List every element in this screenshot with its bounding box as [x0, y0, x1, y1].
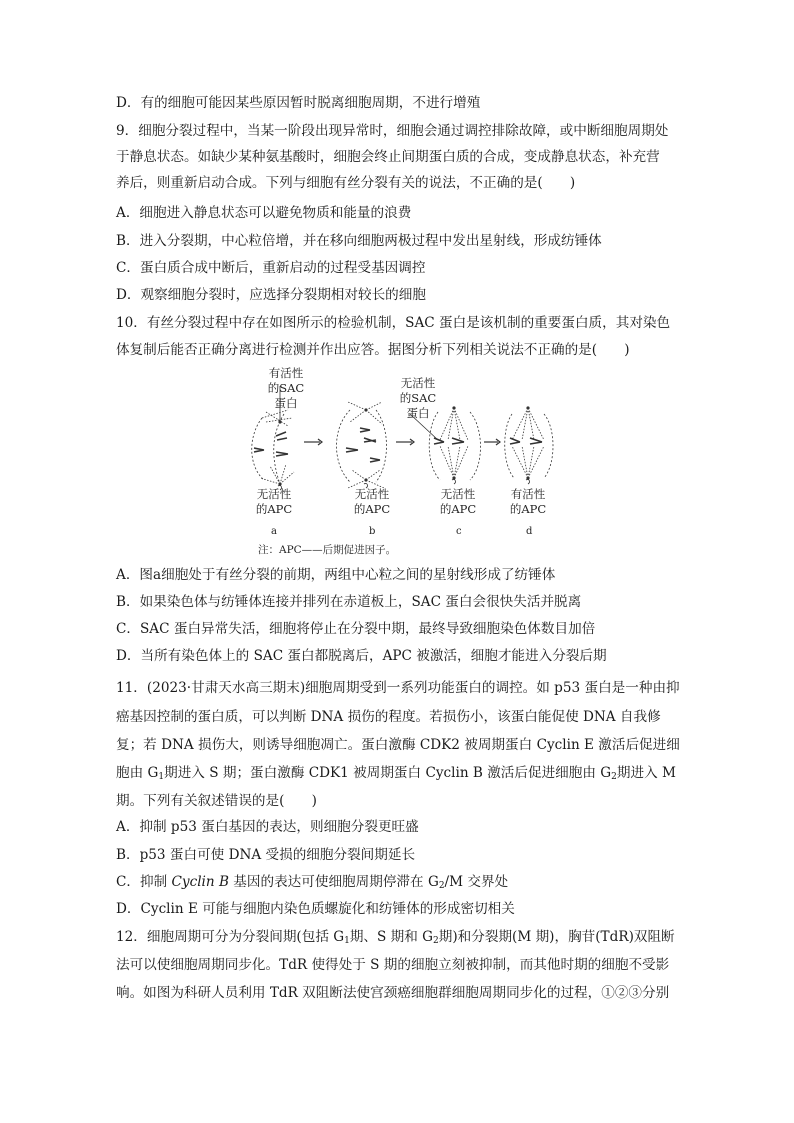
q12-stem-line1: 12．细胞周期可分为分裂间期(包括 $G_1$期、S 期和 $G_2$期)和分裂期(M 期)，胸苷(TdR)双阻断	[116, 929, 675, 946]
q11-stem-line4: 胞由 $G_1$期进入 S 期；蛋白激酶 CDK1 被周期蛋白 Cyclin B 激活后促进细胞由 $G_2$期进入 M	[116, 765, 676, 782]
q9-option-d: D．观察细胞分裂时，应选择分裂期相对较长的细胞	[116, 287, 426, 303]
figure-note: 注：APC——后期促进因子。	[258, 544, 397, 556]
arrow-b-to-c	[396, 439, 414, 445]
q11-stem-line1: 11．(2023·甘肃天水高三期末)细胞周期受到一系列功能蛋白的调控。如 p53 蛋白是一种由抑	[116, 680, 680, 696]
apc-label-b: 无活性 的APC	[353, 487, 391, 516]
q11-option-b: B．p53 蛋白可使 DNA 受损的细胞分裂间期延长	[116, 847, 416, 863]
q8-option-d: D．有的细胞可能因某些原因暂时脱离细胞周期，不进行增殖	[116, 95, 481, 111]
q9-option-a: A．细胞进入静息状态可以避免物质和能量的浪费	[116, 205, 412, 221]
arrow-c-to-d	[484, 439, 500, 445]
figure-letter-c: c	[456, 526, 462, 537]
q9-stem-line3: 养后，则重新启动合成。下列与细胞有丝分裂有关的说法，不正确的是( )	[116, 175, 576, 191]
q9-option-b: B．进入分裂期，中心粒倍增，并在移向细胞两极过程中发出星射线，形成纺锤体	[116, 233, 602, 249]
apc-label-d: 有活性 的APC	[509, 487, 547, 516]
apc-label-a: 无活性 的APC	[255, 487, 293, 516]
cell-b-illustration	[337, 402, 387, 488]
q10-option-c: C．SAC 蛋白异常失活，细胞将停止在分裂中期，最终导致细胞染色体数目加倍	[116, 621, 596, 637]
q11-option-c: C．抑制 Cyclin B 基因的表达可使细胞周期停滞在 $G_2/M$ 交界处	[116, 874, 509, 891]
q10-option-d: D．当所有染色体上的 SAC 蛋白都脱离后，APC 被激活，细胞才能进入分裂后期	[116, 648, 607, 664]
q9-stem-line2: 于静息状态。如缺少某种氨基酸时，细胞会终止间期蛋白质的合成，变成静息状态，补充营	[116, 149, 660, 165]
q10-figure	[240, 366, 570, 558]
q10-stem-line2: 体复制后能否正确分离进行检测并作出应答。据图分析下列相关说法不正确的是( )	[116, 342, 630, 358]
q11-stem-line5: 期。下列有关叙述错误的是( )	[116, 793, 317, 809]
cell-d-illustration	[505, 408, 553, 484]
arrow-a-to-b	[304, 439, 322, 445]
q12-stem-line2: 法可以使细胞周期同步化。TdR 使得处于 S 期的细胞立刻被抑制，而其他时期的细胞不受影	[116, 957, 670, 973]
q11-option-d: D．Cyclin E 可能与细胞内染色质螺旋化和纺锤体的形成密切相关	[116, 901, 515, 917]
q11-option-a: A．抑制 p53 蛋白基因的表达，则细胞分裂更旺盛	[116, 819, 419, 835]
figure-letter-b: b	[369, 526, 376, 537]
q12-stem-line3: 响。如图为科研人员利用 TdR 双阻断法使宫颈癌细胞群细胞周期同步化的过程，①②③分别	[116, 985, 670, 1001]
figure-letter-d: d	[526, 526, 533, 537]
q11-stem-line3: 复；若 DNA 损伤大，则诱导细胞凋亡。蛋白激酶 CDK2 被周期蛋白 Cyclin E 激活后促进细	[116, 737, 680, 753]
figure-letter-a: a	[271, 526, 277, 537]
sac-active-label: 有活性 的SAC 蛋白	[267, 366, 305, 410]
apc-label-c: 无活性 的APC	[439, 487, 477, 516]
q11-stem-line2: 癌基因控制的蛋白质，可以判断 DNA 损伤的程度。若损伤小，该蛋白能促使 DNA 自我修	[116, 709, 661, 725]
sac-inactive-label: 无活性 的SAC 蛋白	[399, 376, 437, 420]
q9-option-c: C．蛋白质合成中断后，重新启动的过程受基因调控	[116, 260, 426, 276]
q10-option-a: A．图a细胞处于有丝分裂的前期，两组中心粒之间的星射线形成了纺锤体	[116, 567, 556, 583]
q10-option-b: B．如果染色体与纺锤体连接并排列在赤道板上，SAC 蛋白会很快失活并脱离	[116, 594, 582, 610]
q10-stem-line1: 10．有丝分裂过程中存在如图所示的检验机制，SAC 蛋白是该机制的重要蛋白质，其对染色	[116, 315, 671, 331]
q9-stem-line1: 9．细胞分裂过程中，当某一阶段出现异常时，细胞会通过调控排除故障，或中断细胞周期处	[116, 123, 669, 139]
